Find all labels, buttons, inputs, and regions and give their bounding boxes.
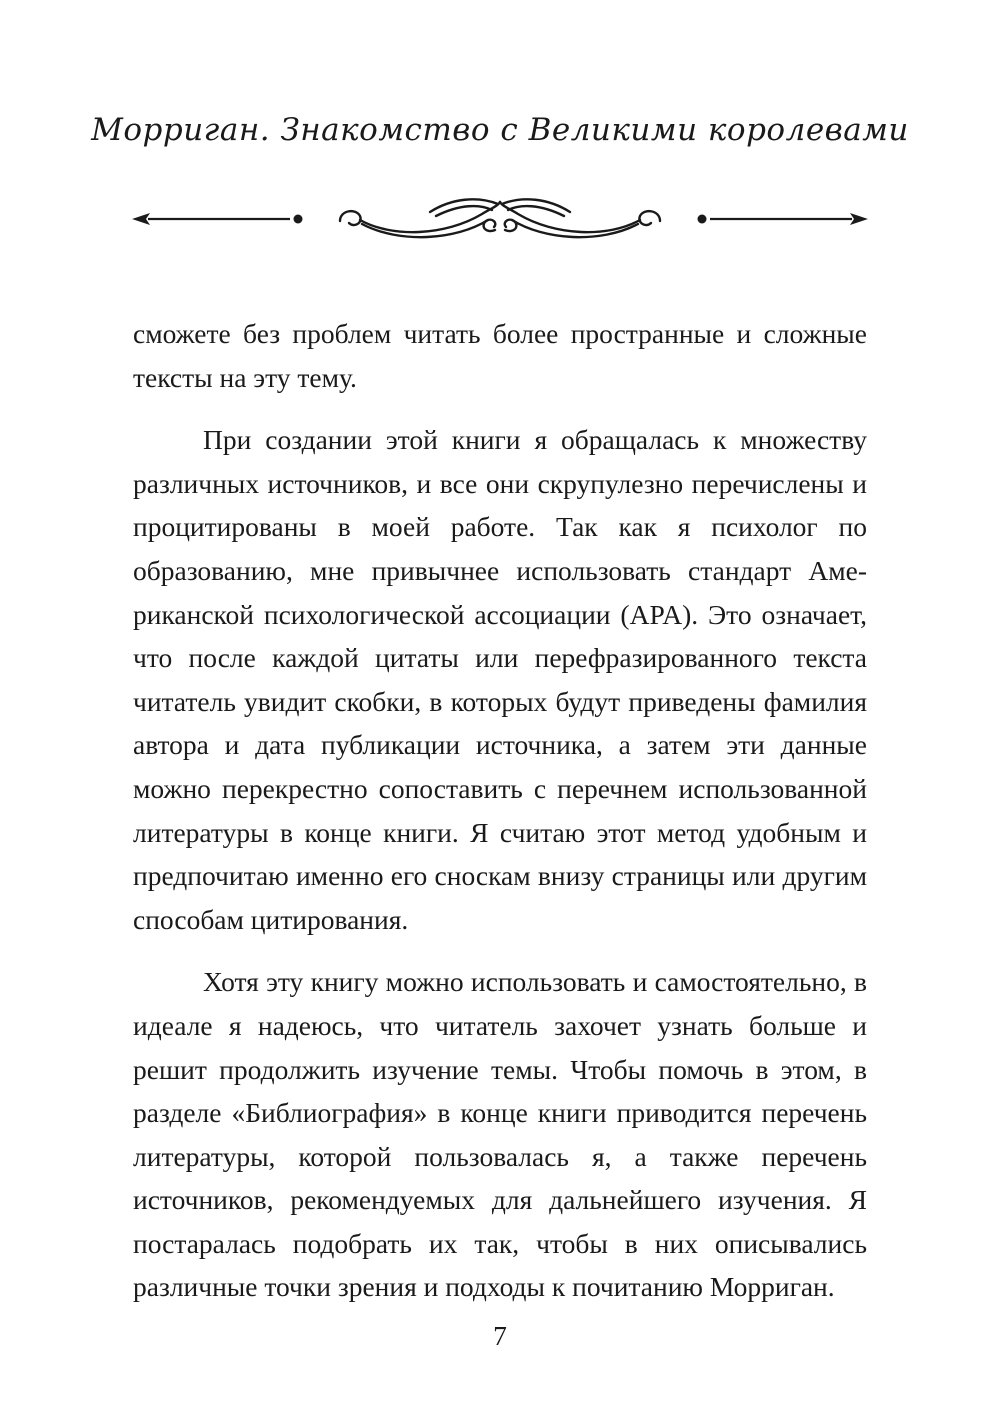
paragraph-bibliography: Хотя эту книгу можно использовать и самостоятельно, в идеале я надеюсь, что читатель захочет узнать больше и решит продолжить изучение темы. Чтобы помочь в этом, в разделе «Библиография» в конце книги приводится перечень литературы, которой пользовалась я, а также перечень источников, рекомендуемых для дальнейшего изучения. Я постаралась подобрать их так, чтобы в них описывались различные точки зрения и подходы к почитанию Морриган. — [133, 966, 867, 1303]
body-text — [133, 312, 867, 1328]
running-header-title: Морриган. Знакомство с Великими королевами — [91, 112, 909, 148]
left-arrowhead-icon — [132, 213, 150, 225]
flourish-divider-icon — [130, 190, 870, 250]
page-number: 7 — [493, 1320, 507, 1351]
paragraph-sources: При создании этой книги я обращалась к множеству различных источников, и все они скрупулезно перечислены и процитированы в моей работе. Так как я психолог по образованию, мне привычнее использовать стандарт Американской психологической ассоциации (APA). Это означает, что после каждой цитаты или перефразированного текста читатель увидит скобки, в которых будут приведены фамилия автора и дата публикации источника, а затем эти данные можно перекрестно сопоставить с перечнем использованной литературы в конце книги. Я считаю этот метод удобным и предпочитаю именно его сноскам внизу страницы или другим способам цитирования. — [133, 424, 867, 935]
right-arrowhead-icon — [850, 213, 868, 225]
paragraph-continued: сможете без проблем читать более пространные и сложные тексты на эту тему. — [133, 318, 867, 393]
